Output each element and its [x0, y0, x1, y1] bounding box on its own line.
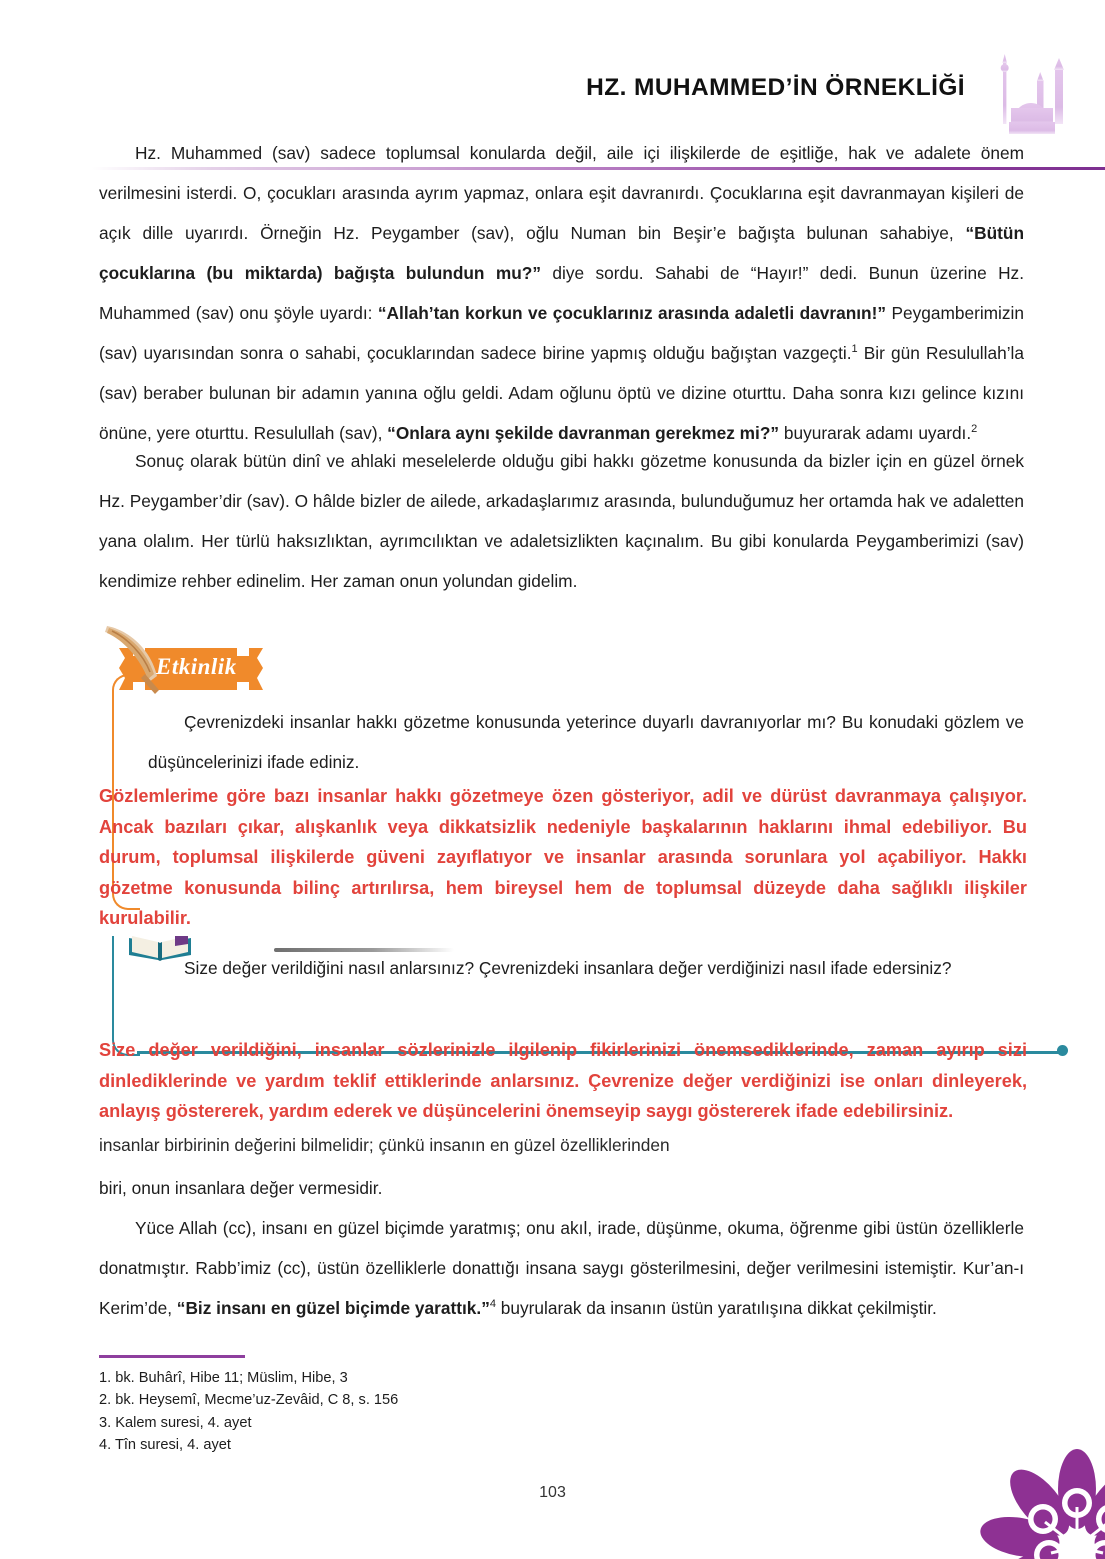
activity-1-question-text: Çevrenizdeki insanlar hakkı gözetme konusunda yeterince duyarlı davranıyorlar mı? Bu konudaki gözlem ve düşüncelerinizi ifade ediniz.	[148, 712, 1024, 772]
para1-text-c: Peygamberimizin (sav) uyarısından sonra o sahabi, çocuklarından sadece birine yapmış olduğu bağıştan vazgeçti.	[99, 303, 1024, 363]
quote-3: “Onlara aynı şekilde davranman gerekmez mi?”	[387, 423, 780, 443]
activity-1-question	[148, 702, 1024, 782]
close2-text-a: Yüce Allah (cc), insanı en güzel biçimde yaratmış; onu akıl, irade, düşünme, okuma, öğrenme gibi üstün özelliklerle donatmıştır. Rabb’imiz (cc), üstün özelliklerle donattığı insana saygı gösterilmesini, değer verilmesini istemiştir. Kur’an-ı Kerim’de,	[99, 1218, 1024, 1318]
etkinlik-banner	[99, 636, 1024, 698]
close2-text-b: buyrularak da insanın üstün yaratılışına dikkat çekilmiştir.	[495, 1298, 937, 1318]
quote-2: “Allah’tan korkun ve çocuklarınız arasında adaletli davranın!”	[377, 303, 886, 323]
activity-2-question	[148, 948, 1024, 988]
floral-corner-icon	[945, 1409, 1105, 1559]
main-paragraph-1	[99, 133, 1024, 453]
footnote-item: 4. Tîn suresi, 4. ayet	[99, 1437, 231, 1453]
etkinlik-label: Etkinlik	[156, 654, 237, 679]
para1-text-e: buyurarak adamı uyardı.	[779, 423, 972, 443]
para2-text: Sonuç olarak bütün dinî ve ahlaki meselelerde olduğu gibi hakkı gözetme konusunda da bizler için en güzel örnek Hz. Peygamber’dir (sav). O hâlde bizler de ailede, arkadaşlarımız arasında, bulunduğumuz her ortamda hak ve adaletten yana olalım. Her türlü haksızlıktan, ayrımcılıktan ve adaletsizlikten kaçınalım. Bu gibi konularda Peygamberimizi (sav) kendimize rehber edinelim. Her zaman onun yolundan gidelim.	[99, 451, 1024, 591]
para1-text-a: Hz. Muhammed (sav) sadece toplumsal konularda değil, aile içi ilişkilerde de eşitliğe, hak ve adalete önem verilmesini isterdi. O, çocukları arasında ayrım yapmaz, onlara eşit davranırdı. Çocuklarına eşit davranmayan kişileri de açık dille uyarırdı. Örneğin Hz. Peygamber (sav), oğlu Numan bin Beşir’e bağışta bulunan sahabiye,	[99, 143, 1024, 243]
page-header	[0, 48, 1105, 126]
closing-paragraph-2	[99, 1208, 1024, 1328]
occluded-text-line	[99, 1135, 1024, 1166]
para1-text-d: Bir gün Resulullah’la (sav) beraber bulunan bir adamın yanına oğlu geldi. Adam oğlunu öptü ve dizine oturttu. Daha sonra kızı gelince kızını önüne, yere oturttu. Resulullah (sav),	[99, 343, 1025, 443]
close1-text: biri, onun insanlara değer vermesidir.	[99, 1178, 383, 1198]
footnote-ref-4: 4	[489, 1298, 496, 1311]
footnote-item: 3. Kalem suresi, 4. ayet	[99, 1414, 252, 1431]
student-answer-2[interactable]: Size değer verildiğini, insanlar sözlerinizle ilgilenip fikirlerinizi önemsediklerinde, zaman ayırıp sizi dinlediklerinde ve yardım teklif ettiklerinde anlarsınız. Çevrenize değer verdiğinizi ise onları dinleyerek, anlayış göstererek, yardım ederek ve düşüncelerini önemseyip saygı göstererek ifade edebilirsiniz.	[99, 1040, 1027, 1121]
footnote-item: 2. bk. Heysemî, Mecme’uz-Zevâid, C 8, s. 156	[99, 1392, 399, 1408]
footnote-divider	[99, 1355, 245, 1358]
footnote-ref-2: 2	[971, 423, 978, 436]
quote-4: “Biz insanı en güzel biçimde yarattık.”	[176, 1298, 490, 1318]
activity-2-end-dot	[1057, 1045, 1068, 1056]
student-answer-1[interactable]: Gözlemlerime göre bazı insanlar hakkı gözetmeye özen gösteriyor, adil ve dürüst davranmaya çalışıyor. Ancak bazıları çıkar, alışkanlık veya dikkatsizlik nedeniyle başkalarının haklarını ihmal edebiliyor. Bu durum, toplumsal ilişkilerde güveni zayıflatıyor ve insanlar arasında sorunlara yol açabiliyor. Hakkı gözetme konusunda bilinç artırılırsa, hem bireysel hem de toplumsal düzeyde daha sağlıklı ilişkiler kurulabilir.	[99, 786, 1027, 928]
quote-1: “Bütün çocuklarına (bu miktarda) bağışta bulundun mu?”	[99, 223, 1024, 283]
activity-box-1	[99, 636, 1024, 772]
mosque-icon	[971, 48, 1083, 140]
footnote-ref-1: 1	[851, 343, 858, 356]
closing-paragraph-1	[99, 1168, 1024, 1208]
page-number: 103	[539, 1484, 566, 1501]
page-title: HZ. MUHAMMED’İN ÖRNEKLİĞİ	[586, 74, 965, 101]
main-paragraph-2	[99, 441, 1024, 601]
footnotes	[99, 1355, 599, 1457]
para1-text-b: diye sordu. Sahabi de “Hayır!” dedi. Bunun üzerine Hz. Muhammed (sav) onu şöyle uyardı:	[99, 263, 1024, 323]
activity-2-question-text: Size değer verildiğini nasıl anlarsınız? Çevrenizdeki insanlara değer verdiğinizi nasıl ifade edersiniz?	[184, 958, 952, 978]
footnote-item: 1. bk. Buhârî, Hibe 11; Müslim, Hibe, 3	[99, 1369, 348, 1386]
occluded-text: insanlar birbirinin değerini bilmelidir; çünkü insanın en güzel özelliklerinden	[99, 1135, 670, 1155]
